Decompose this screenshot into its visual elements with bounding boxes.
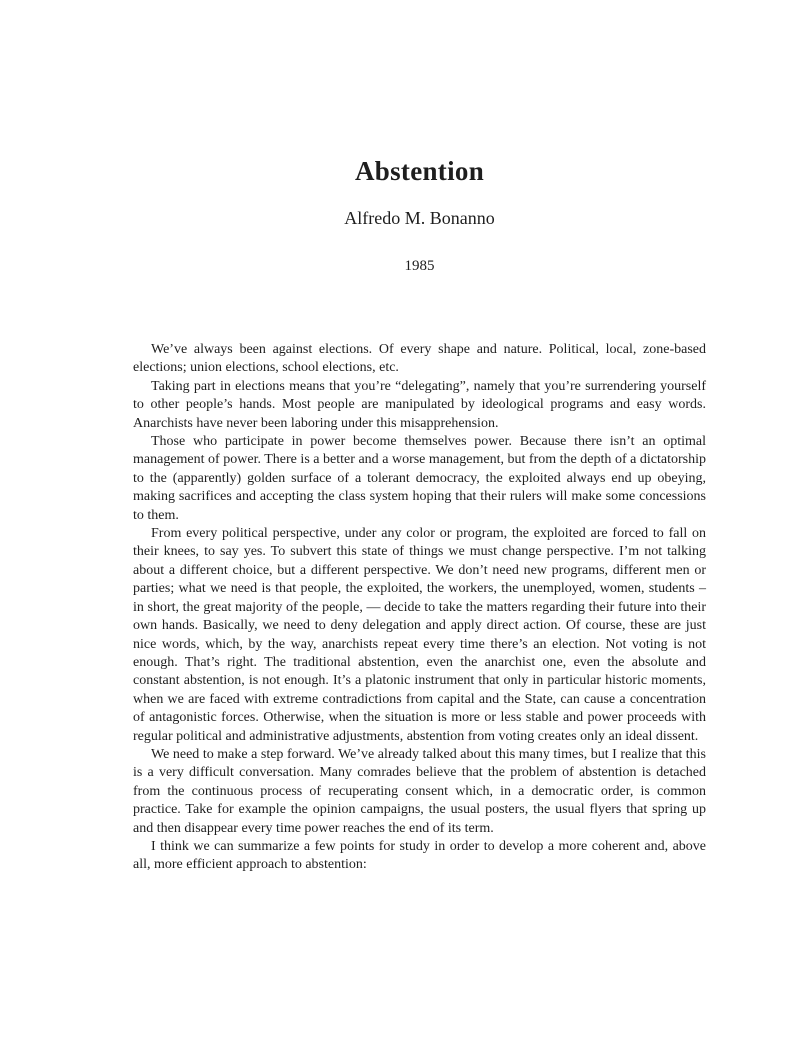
paragraph: Those who participate in power become themselves power. Because there isn’t an optimal management of power. There is a better and a worse management, but from the depth of a dictatorship to the (apparently) golden surface of a tolerant democracy, the exploited always end up obeying, making sacrifices and accepting the class system hoping that their rulers will make some concessions to them.	[133, 434, 706, 523]
document-date: 1985	[404, 258, 435, 274]
paragraph: I think we can summarize a few points for study in order to develop a more coherent and, above all, more efficient approach to abstention:	[133, 838, 706, 873]
paragraph: From every political perspective, under any color or program, the exploited are forced to fall on their knees, to say yes. To subvert this state of things we must change perspective. I’m not talking about a different choice, but a different perspective. We don’t need new programs, different men or parties; what we need is that people, the exploited, the workers, the unemployed, women, students – in short, the great majority of the people, — decide to take the matters regarding their future into their own hands. Basically, we need to deny delegation and apply direct action. Of course, these are just nice words, which, by the way, anarchists repeat every time there’s an election. Not voting is not enough. That’s right. The traditional abstention, even the anarchist one, even the absolute and constant abstention, is not enough. It’s a platonic instrument that only in particular historic moments, when we are faced with extreme contradictions from capital and the State, can cause a concentration of antagonistic forces. Otherwise, when the situation is more or less stable and power proceeds with regular political and administrative adjustments, abstention from voting creates only an ideal dissent.	[133, 526, 706, 744]
paragraph: We need to make a step forward. We’ve already talked about this many times, but I realize that this is a very difficult conversation. Many comrades believe that the problem of abstention is detached from the continuous process of recuperating consent which, in a democratic order, is common practice. Take for example the opinion campaigns, the usual posters, the usual flyers that spring up and then disappear every time power reaches the end of its term.	[133, 746, 706, 836]
paragraph: Taking part in elections means that you’re “delegating”, namely that you’re surrendering yourself to other people’s hands. Most people are manipulated by ideological programs and easy words. Anarchists have never been laboring under this misapprehension.	[133, 378, 706, 431]
document-title: Abstention	[354, 156, 485, 187]
paragraph: We’ve always been against elections. Of every shape and nature. Political, local, zone-based elections; union elections, school elections, etc.	[133, 342, 706, 376]
document-body	[133, 341, 706, 875]
document-author: Alfredo M. Bonanno	[344, 208, 495, 228]
